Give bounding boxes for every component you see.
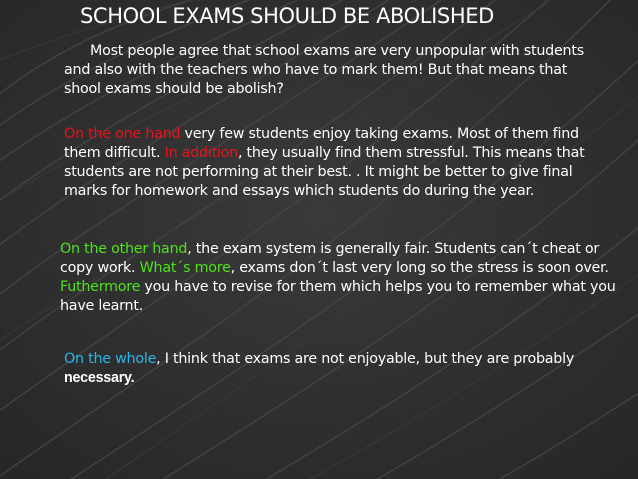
paragraph-text: , they usually find them stressful. This means that students are not performing at their best. . It might be better to give final marks for homework and essays which students do during the year. bbox=[64, 145, 585, 199]
connector-whats-more: What´s more bbox=[139, 260, 231, 276]
paragraph-text: , the exam system is generally fair. Students can´t cheat or copy work. bbox=[60, 241, 599, 276]
paragraph-other-hand bbox=[60, 240, 620, 316]
connector-on-the-other-hand: On the other hand bbox=[60, 241, 188, 257]
paragraph-text: you have to revise for them which helps you to remember what you have learnt. bbox=[60, 279, 616, 314]
paragraph-text: very few students enjoy taking exams. Most of them find them difficult. bbox=[64, 126, 579, 161]
connector-on-the-one-hand: On the one hand bbox=[64, 126, 181, 142]
connector-in-addition: In addition bbox=[164, 145, 238, 161]
intro-paragraph: Most people agree that school exams are very unpopular with students and also with the teachers who have to mark them! But that means that shool exams should be abolish? bbox=[64, 43, 584, 97]
paragraph-text: , I think that exams are not enjoyable, but they are probably bbox=[156, 351, 575, 367]
conclusion-paragraph bbox=[64, 350, 604, 388]
paragraph-text-final: necessary. bbox=[64, 370, 135, 386]
paragraph-text: , exams don´t last very long so the stress is soon over. bbox=[230, 260, 609, 276]
connector-futhermore: Futhermore bbox=[60, 279, 141, 295]
connector-on-the-whole: On the whole bbox=[64, 351, 157, 367]
slide-title: SCHOOL EXAMS SHOULD BE ABOLISHED bbox=[80, 4, 494, 28]
paragraph-one-hand bbox=[64, 125, 614, 201]
